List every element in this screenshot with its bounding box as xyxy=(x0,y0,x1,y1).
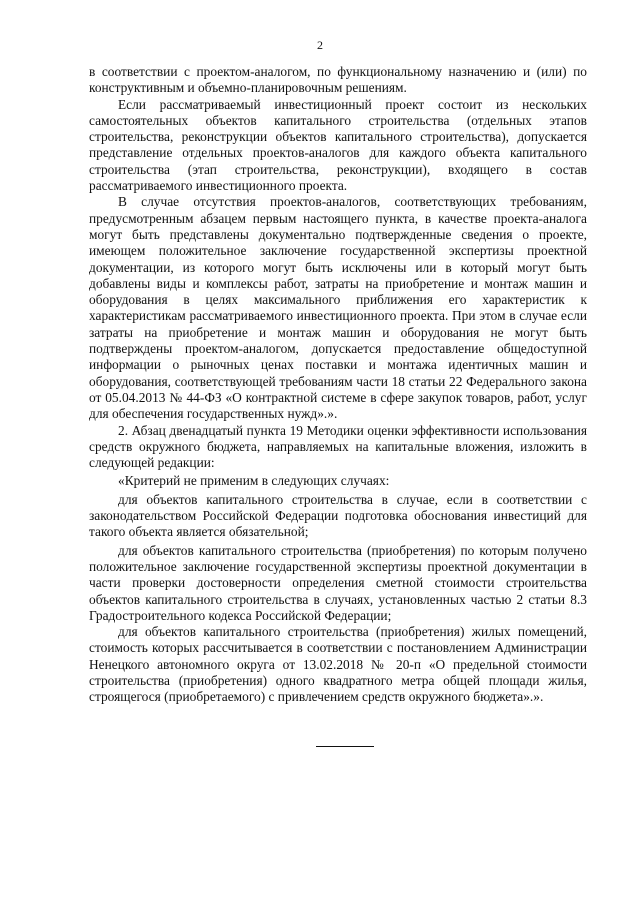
paragraph-continuation: в соответствии с проектом-аналогом, по функциональному назначению и (или) по конструктивным и объемно-планировочным решениям. xyxy=(89,64,587,96)
paragraph-case-1: для объектов капитального строительства в случае, если в соответствии с законодательством Российской Федерации подготовка обоснования инвестиций для такого объекта является обязательной; xyxy=(89,491,587,540)
paragraph-criterion-intro: «Критерий не применим в следующих случаях: xyxy=(118,473,390,489)
paragraph-case-2: для объектов капитального строительства (приобретения) по которым получено положительное заключение государственной экспертизы проектной документации в части проверки достоверности определения сметной стоимости строительства объектов капитального строительства в случаях, установленных частью 2 статьи 8.3 Градостроительного кодекса Российской Федерации; xyxy=(89,542,587,623)
paragraph-case-3: для объектов капитального строительства (приобретения) жилых помещений, стоимость которых рассчитывается в соответствии с постановлением Администрации Ненецкого автономного округа от 13.02.2018 № 20-п «О предельной стоимости строительства (приобретения) одного квадратного метра общей площади жилья, строящегося (приобретаемого) с привлечением средств окружного бюджета».». xyxy=(89,624,587,705)
paragraph-amendment-2: 2. Абзац двенадцатый пункта 19 Методики оценки эффективности использования средств окружного бюджета, направляемых на капитальные вложения, изложить в следующей редакции: xyxy=(89,422,587,471)
paragraph-separate-analogs: Если рассматриваемый инвестиционный проект состоит из нескольких самостоятельных объектов капитального строительства (отдельных этапов строительства, реконструкции объектов капитального строительства), допускается представление отдельных проектов-аналогов для каждого объекта капитального строительства (этап строительства, реконструкции), входящего в состав рассматриваемого инвестиционного проекта. xyxy=(89,96,587,194)
end-divider xyxy=(316,746,374,747)
paragraph-no-analogs: В случае отсутствия проектов-аналогов, соответствующих требованиям, предусмотренным абзацем первым настоящего пункта, в качестве проекта-аналога могут быть представлены документально подтвержденные сведения о проекте, имеющем положительное заключение государственной экспертизы проектной документации, из которого могут быть исключены или в который могут быть добавлены виды и комплексы работ, затраты на приобретение и монтаж машин и оборудования в целях максимального приближения его характеристик к характеристикам рассматриваемого инвестиционного проекта. При этом в случае если затраты на приобретение и монтаж машин и оборудования не могут быть подтверждены проектом-аналогом, допускается предоставление общедоступной информации о рыночных ценах поставки и монтажа идентичных машин и оборудования, соответствующей требованиям части 18 статьи 22 Федерального закона от 05.04.2013 № 44-ФЗ «О контрактной системе в сфере закупок товаров, работ, услуг для обеспечения государственных нужд».». xyxy=(89,194,587,422)
document-body xyxy=(89,64,587,706)
page-number: 2 xyxy=(317,38,323,52)
